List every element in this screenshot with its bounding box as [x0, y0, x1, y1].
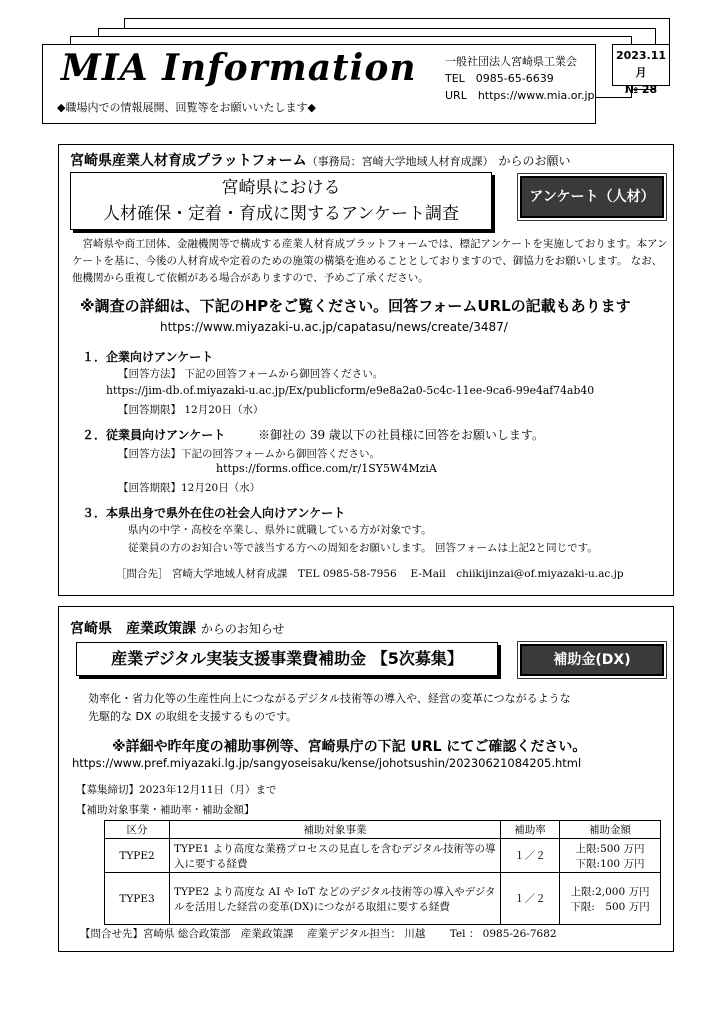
subsidy-title-box: 産業デジタル実装支援事業費補助金 【5次募集】 [76, 642, 498, 676]
item3-line2: 従業員の方のお知合い等で該当する方への周知をお願いします。 回答フォームは上記2と同じです。 [128, 542, 598, 554]
survey-body: 宮崎県や商工団体、金融機関等で構成する産業人材育成プラットフォームでは、標記アンケートを実施しております。本アンケートを基に、今後の人材育成や定着のための施策の構築を進めることとしておりますので、御協力をお願いします。 なお、他機関から重複して依頼がある場合がありますので、予めご了承ください。 [72, 238, 668, 284]
organization-info [445, 53, 595, 104]
item2-method: 【回答方法】下記の回答フォームから御回答ください。 [118, 448, 380, 460]
row-desc: TYPE1 より高度な業務プロセスの見直しを含むデジタル技術等の導入に要する経費 [170, 839, 501, 873]
heading-from: からのお知らせ [200, 622, 285, 636]
platform-name: 宮崎県産業人材育成プラットフォーム [70, 153, 307, 169]
col-header-rate: 補助率 [501, 821, 560, 839]
subsidy-table [104, 820, 661, 925]
amount-lower: 下限: 500 万円 [570, 900, 650, 913]
header-banner [42, 44, 596, 124]
heading-from: からのお願い [498, 154, 571, 168]
survey-hp-url[interactable]: https://www.miyazaki-u.ac.jp/capatasu/news/create/3487/ [160, 320, 508, 334]
survey-notice: ※調査の詳細は、下記のHPをご覧ください。回答フォームURLの記載もあります [80, 297, 631, 315]
platform-secretariat: （事務局：宮崎大学地域人材育成課） [306, 155, 494, 168]
subsidy-tag: 補助金(DX) [520, 644, 664, 676]
amount-lower: 下限:100 万円 [575, 857, 645, 870]
subsidy-deadline: 【募集締切】2023年12月11日（月）まで [76, 784, 277, 796]
item1-method: 【回答方法】 下記の回答フォームから御回答ください。 [118, 368, 384, 380]
item1-heading: １．企業向けアンケート [82, 350, 214, 364]
col-header-target: 補助対象事業 [170, 821, 501, 839]
subsidy-body-line2: 先駆的な DX の取組を支援するものです。 [88, 710, 298, 723]
item2-url[interactable]: https://forms.office.com/r/1SY5W4MziA [216, 462, 437, 475]
table-row [105, 873, 661, 925]
subsidy-table-caption: 【補助対象事業・補助率・補助金額】 [76, 804, 255, 816]
issue-badge [612, 44, 670, 96]
survey-title-box [70, 172, 492, 230]
survey-contact: ［問合先］ 宮崎大学地域人材育成課 TEL 0985-58-7956 E-Mail chiikijinzai@of.miyazaki-u.ac.jp [116, 568, 624, 580]
amount-upper: 上限:500 万円 [575, 842, 645, 855]
subsidy-contact: 【問合せ先】宮崎県 総合政策部 産業政策課 産業デジタル担当： 川越 Tel ： 0985-26-7682 [80, 928, 557, 940]
issue-number: № 28 [624, 83, 658, 96]
item2-deadline: 【回答期限】12月20日（水） [118, 482, 261, 494]
row-rate: １／２ [501, 873, 560, 925]
survey-section-heading [70, 150, 571, 170]
org-url[interactable]: URL https://www.mia.or.jp [445, 89, 595, 102]
item2-heading: ２．従業員向けアンケート [82, 428, 226, 442]
row-type: TYPE3 [105, 873, 170, 925]
item3-line1: 県内の中学・高校を卒業し、県外に就職している方が対象です。 [128, 524, 432, 536]
row-rate: １／２ [501, 839, 560, 873]
row-amount [560, 873, 661, 925]
newsletter-title: MIA Information [61, 47, 417, 89]
col-header-category: 区分 [105, 821, 170, 839]
item2-note: ※御社の 39 歳以下の社員様に回答をお願いします。 [258, 428, 544, 442]
table-row [105, 839, 661, 873]
subsidy-url[interactable]: https://www.pref.miyazaki.lg.jp/sangyoseisaku/kense/johotsushin/20230621084205.html [72, 756, 582, 770]
survey-tag: アンケート（人材） [520, 176, 664, 218]
row-desc: TYPE2 より高度な AI や IoT などのデジタル技術等の導入やデジタルを活用した経営の変革(DX)につながる取組に要する経費 [170, 873, 501, 925]
subsidy-section-heading [70, 618, 285, 638]
item1-url[interactable]: https://jim-db.of.miyazaki-u.ac.jp/Ex/publicform/e9e8a2a0-5c4c-11ee-9ca6-99e4af74ab40 [106, 384, 595, 397]
issue-date: 2023.11 月 [615, 49, 667, 79]
department-name: 宮崎県 産業政策課 [70, 621, 196, 637]
table-header-row [105, 821, 661, 839]
row-amount [560, 839, 661, 873]
amount-upper: 上限:2,000 万円 [570, 885, 650, 898]
survey-title-line2: 人材確保・定着・育成に関するアンケート調査 [103, 204, 459, 224]
survey-title-line1: 宮崎県における [221, 178, 341, 198]
subsidy-body-line1: 効率化・省力化等の生産性向上につながるデジタル技術等の導入や、経営の変革につながるような [88, 692, 571, 705]
col-header-amount: 補助金額 [560, 821, 661, 839]
org-name: 一般社団法人宮崎県工業会 [445, 55, 577, 68]
row-type: TYPE2 [105, 839, 170, 873]
item3-heading: ３．本県出身で県外在住の社会人向けアンケート [82, 506, 346, 520]
subsidy-notice: ※詳細や昨年度の補助事例等、宮崎県庁の下記 URL にてご確認ください。 [112, 739, 587, 755]
newsletter-subtitle: ◆職場内での情報展開、回覧等をお願いいたします◆ [57, 101, 316, 114]
item1-deadline: 【回答期限】 12月20日（水） [118, 404, 264, 416]
org-tel: TEL 0985-65-6639 [445, 72, 554, 85]
